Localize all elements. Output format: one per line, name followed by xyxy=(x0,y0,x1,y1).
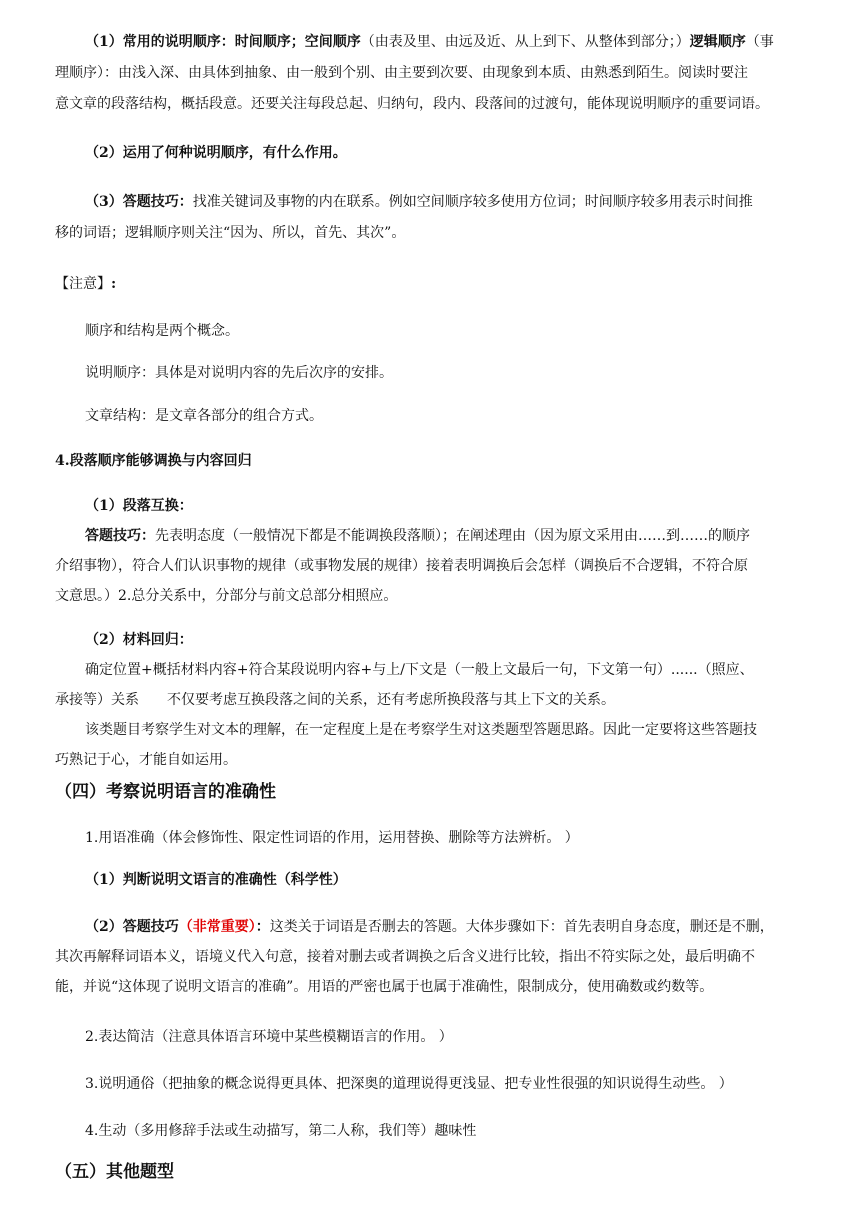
bold-label: 答题技巧： xyxy=(122,194,193,210)
section-four-heading: （四）考察说明语言的准确性 xyxy=(55,782,276,802)
section-four-item-2: 2.表达简洁（注意具体语言环境中某些模糊语言的作用。 ） xyxy=(85,1029,453,1045)
paragraph-1-line-1 xyxy=(85,32,774,52)
bold-label: 答题技巧： xyxy=(85,528,155,544)
section-four-sub-1: （1）判断说明文语言的准确性（科学性） xyxy=(85,872,347,888)
section-four-item-3: 3.说明通俗（把抽象的概念说得更具体、把深奥的道理说得更浅显、把专业性很强的知识说得生动些。 ） xyxy=(85,1076,733,1092)
item-number: （3） xyxy=(85,194,123,210)
note-line-2: 说明顺序：具体是对说明内容的先后次序的安排。 xyxy=(85,365,393,381)
section-4-tip-line-3: 文意思。）2.总分关系中，分部分与前文总部分相照应。 xyxy=(55,588,398,604)
item-number: （1） xyxy=(85,34,123,50)
note-title xyxy=(55,274,116,294)
body-text: 找准关键词及事物的内在联系。例如空间顺序较多使用方位词；时间顺序较多用表示时间推 xyxy=(192,194,753,210)
paragraph-2: （2）运用了何种说明顺序，有什么作用。 xyxy=(85,145,347,161)
paragraph-1-line-2: 理顺序）：由浅入深、由具体到抽象、由一般到个别、由主要到次要、由现象到本质、由熟悉到陌生。阅读时要注 xyxy=(55,65,748,81)
section-4-sub-1: （1）段落互换： xyxy=(85,498,193,514)
note-line-1: 顺序和结构是两个概念。 xyxy=(85,323,239,339)
section-four-sub-2-line-3: 能，并说“这体现了说明文语言的准确”。用语的严密也属于也属于准确性，限制成分，使用确数或约数等。 xyxy=(55,979,714,995)
paragraph-3-line-2: 移的词语；逻辑顺序则关注“因为、所以，首先、其次”。 xyxy=(55,225,406,241)
section-4-conclusion-line-1: 该类题目考察学生对文本的理解，在一定程度上是在考察学生对这类题型答题思路。因此一定要将这些答题技 xyxy=(85,722,757,738)
section-4-title: 4.段落顺序能够调换与内容回归 xyxy=(55,453,252,469)
section-4-material-line-1: 确定位置+概括材料内容+符合某段说明内容+与上/下文是（一般上文最后一句，下文第一句）......（照应、 xyxy=(85,662,754,678)
body-text: （事 xyxy=(745,34,774,50)
section-four-item-4: 4.生动（多用修辞手法或生动描写，第二人称，我们等）趣味性 xyxy=(85,1123,477,1139)
section-4-tip-line-2: 介绍事物），符合人们认识事物的规律（或事物发展的规律）接着表明调换后会怎样（调换后不合逻辑，不符合原 xyxy=(55,558,748,574)
emphasis-note: （非常重要） xyxy=(178,919,256,935)
label-colon: ： xyxy=(255,919,270,935)
section-4-tip-line-1 xyxy=(85,526,750,546)
bold-label: 答题技巧 xyxy=(122,919,179,935)
section-four-sub-2-line-1 xyxy=(85,917,774,937)
body-text: 先表明态度（一般情况下都是不能调换段落顺）；在阐述理由（因为原文采用由……到……的顺序 xyxy=(155,528,750,544)
body-text: 这类关于词语是否删去的答题。大体步骤如下：首先表明自身态度，删还是不删， xyxy=(269,919,774,935)
bold-label: 逻辑顺序 xyxy=(689,34,746,50)
section-four-item-1: 1.用语准确（体会修饰性、限定性词语的作用，运用替换、删除等方法辨析。 ） xyxy=(85,830,579,846)
note-title-text: 【注意】 xyxy=(55,276,111,292)
section-four-sub-2-line-2: 其次再解释词语本义，语境义代入句意，接着对删去或者调换之后含义进行比较，指出不符实际之处，最后明确不 xyxy=(55,949,755,965)
section-five-heading: （五）其他题型 xyxy=(55,1162,174,1182)
item-number: （2） xyxy=(85,919,123,935)
section-4-conclusion-line-2: 巧熟记于心，才能自如运用。 xyxy=(55,752,237,768)
paragraph-1-line-3: 意文章的段落结构，概括段意。还要关注每段总起、归纳句，段内、段落间的过渡句，能体现说明顺序的重要词语。 xyxy=(55,96,769,112)
note-title-colon: : xyxy=(111,276,117,292)
section-4-sub-2: （2）材料回归： xyxy=(85,632,193,648)
paragraph-3-line-1 xyxy=(85,192,753,212)
section-4-material-line-2: 承接等）关系 不仅要考虑互换段落之间的关系，还有考虑所换段落与其上下文的关系。 xyxy=(55,692,615,708)
bold-label: 常用的说明顺序：时间顺序；空间顺序 xyxy=(122,34,361,50)
note-line-3: 文章结构：是文章各部分的组合方式。 xyxy=(85,408,323,424)
body-text: （由表及里、由远及近、从上到下、从整体到部分；） xyxy=(360,34,690,50)
